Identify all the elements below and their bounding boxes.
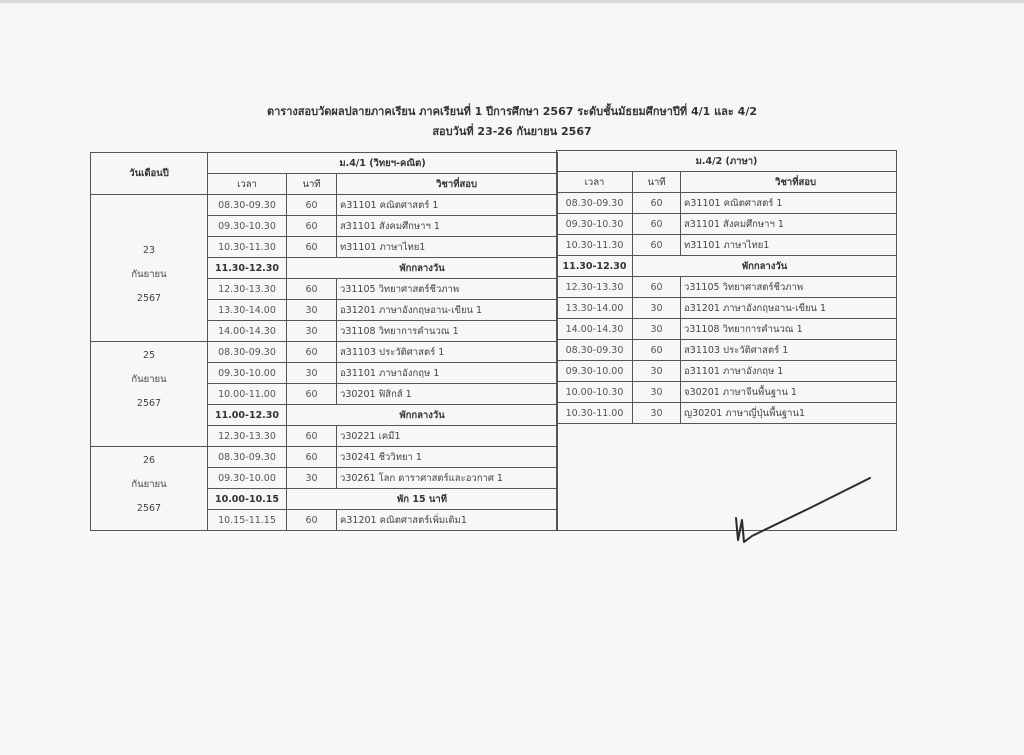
date-column-header: วันเดือนปี bbox=[91, 153, 208, 195]
time-cell: 08.30-09.30 bbox=[208, 447, 287, 468]
date-cell-26 bbox=[91, 447, 208, 531]
minutes-cell: 60 bbox=[633, 235, 681, 256]
time-cell: 08.30-09.30 bbox=[557, 193, 633, 214]
schedule-table-m41 bbox=[90, 152, 558, 531]
class-header-m41: ม.4/1 (วิทยฯ-คณิต) bbox=[208, 153, 558, 174]
time-cell: 09.30-10.00 bbox=[208, 468, 287, 489]
minutes-cell: 30 bbox=[287, 363, 337, 384]
minutes-cell: 60 bbox=[287, 195, 337, 216]
time-cell: 08.30-09.30 bbox=[208, 342, 287, 363]
subject-cell: ส31101 สังคมศึกษาฯ 1 bbox=[681, 214, 897, 235]
time-cell: 12.30-13.30 bbox=[208, 426, 287, 447]
subject-cell: อ31201 ภาษาอังกฤษอาน-เขียน 1 bbox=[681, 298, 897, 319]
subject-cell: ว30201 ฟิสิกส์ 1 bbox=[337, 384, 558, 405]
subject-cell: ท31101 ภาษาไทย1 bbox=[337, 237, 558, 258]
time-cell: 10.00-11.00 bbox=[208, 384, 287, 405]
lunch-break-cell: พักกลางวัน bbox=[287, 258, 558, 279]
time-cell: 09.30-10.00 bbox=[208, 363, 287, 384]
subject-cell: ญ30201 ภาษาญี่ปุ่นพื้นฐาน1 bbox=[681, 403, 897, 424]
subject-column-header: วิชาที่สอบ bbox=[681, 172, 897, 193]
time-cell: 14.00-14.30 bbox=[557, 319, 633, 340]
minutes-cell: 30 bbox=[633, 403, 681, 424]
subject-cell: ท31101 ภาษาไทย1 bbox=[681, 235, 897, 256]
lunch-break-cell: พักกลางวัน bbox=[287, 405, 558, 426]
minutes-cell: 60 bbox=[287, 384, 337, 405]
minutes-cell: 60 bbox=[633, 277, 681, 298]
time-cell: 13.30-14.00 bbox=[208, 300, 287, 321]
time-cell: 10.00-10.30 bbox=[557, 382, 633, 403]
minutes-cell: 30 bbox=[287, 321, 337, 342]
time-cell: 10.30-11.00 bbox=[557, 403, 633, 424]
subject-cell: ว31105 วิทยาศาสตร์ชีวภาพ bbox=[681, 277, 897, 298]
minutes-cell: 60 bbox=[633, 193, 681, 214]
date-year: 2567 bbox=[136, 293, 162, 304]
subject-cell: ว31108 วิทยาการคำนวณ 1 bbox=[337, 321, 558, 342]
document-title: ตารางสอบวัดผลปลายภาคเรียน ภาคเรียนที่ 1 ปีการศึกษา 2567 ระดับชั้นมัธยมศึกษาปีที่ 4/1 และ 4/2 bbox=[266, 105, 757, 118]
subject-cell: ว31108 วิทยาการคำนวณ 1 bbox=[681, 319, 897, 340]
class-header-m42: ม.4/2 (ภาษา) bbox=[557, 151, 897, 172]
minutes-cell: 30 bbox=[633, 298, 681, 319]
lunch-break-cell: พักกลางวัน bbox=[633, 256, 897, 277]
date-day: 25 bbox=[142, 350, 156, 361]
subject-cell: อ31101 ภาษาอังกฤษ 1 bbox=[337, 363, 558, 384]
signature bbox=[730, 470, 880, 550]
time-cell: 10.15-11.15 bbox=[208, 510, 287, 531]
time-cell: 08.30-09.30 bbox=[208, 195, 287, 216]
subject-cell: ส31103 ประวัติศาสตร์ 1 bbox=[681, 340, 897, 361]
subject-cell: ค31101 คณิตศาสตร์ 1 bbox=[681, 193, 897, 214]
schedule-table-m42 bbox=[556, 150, 897, 424]
time-cell: 09.30-10.30 bbox=[557, 214, 633, 235]
subject-cell: จ30201 ภาษาจีนพื้นฐาน 1 bbox=[681, 382, 897, 403]
minutes-cell: 60 bbox=[287, 447, 337, 468]
subject-cell: ว30261 โลก ดาราศาสตร์และอวกาศ 1 bbox=[337, 468, 558, 489]
time-column-header: เวลา bbox=[557, 172, 633, 193]
time-column-header: เวลา bbox=[208, 174, 287, 195]
time-cell: 13.30-14.00 bbox=[557, 298, 633, 319]
time-cell: 09.30-10.30 bbox=[208, 216, 287, 237]
time-cell: 10.30-11.30 bbox=[208, 237, 287, 258]
time-cell: 14.00-14.30 bbox=[208, 321, 287, 342]
minutes-cell: 30 bbox=[287, 468, 337, 489]
time-cell: 10.30-11.30 bbox=[557, 235, 633, 256]
minutes-column-header: นาที bbox=[287, 174, 337, 195]
subject-cell: ส31101 สังคมศึกษาฯ 1 bbox=[337, 216, 558, 237]
minutes-cell: 60 bbox=[287, 237, 337, 258]
subject-cell: ส31103 ประวัติศาสตร์ 1 bbox=[337, 342, 558, 363]
date-cell-23 bbox=[91, 195, 208, 342]
minutes-cell: 60 bbox=[287, 426, 337, 447]
date-month: กันยายน bbox=[131, 479, 167, 490]
short-break-cell: พัก 15 นาที bbox=[287, 489, 558, 510]
date-month: กันยายน bbox=[131, 269, 167, 280]
minutes-cell: 60 bbox=[633, 340, 681, 361]
date-day: 23 bbox=[142, 245, 156, 256]
time-cell: 12.30-13.30 bbox=[557, 277, 633, 298]
minutes-cell: 60 bbox=[287, 510, 337, 531]
minutes-cell: 60 bbox=[287, 279, 337, 300]
minutes-cell: 30 bbox=[633, 382, 681, 403]
break-time-cell: 11.30-12.30 bbox=[557, 256, 633, 277]
minutes-cell: 60 bbox=[633, 214, 681, 235]
date-year: 2567 bbox=[136, 398, 162, 409]
subject-cell: อ31201 ภาษาอังกฤษอาน-เขียน 1 bbox=[337, 300, 558, 321]
minutes-cell: 60 bbox=[287, 216, 337, 237]
subject-cell: ว31105 วิทยาศาสตร์ชีวภาพ bbox=[337, 279, 558, 300]
minutes-cell: 30 bbox=[287, 300, 337, 321]
time-cell: 08.30-09.30 bbox=[557, 340, 633, 361]
subject-cell: ค31101 คณิตศาสตร์ 1 bbox=[337, 195, 558, 216]
time-cell: 09.30-10.00 bbox=[557, 361, 633, 382]
subject-cell: อ31101 ภาษาอังกฤษ 1 bbox=[681, 361, 897, 382]
date-year: 2567 bbox=[136, 503, 162, 514]
subject-cell: ค31201 คณิตศาสตร์เพิ่มเติม1 bbox=[337, 510, 558, 531]
time-cell: 12.30-13.30 bbox=[208, 279, 287, 300]
subject-cell: ว30221 เคมี1 bbox=[337, 426, 558, 447]
page-top-edge bbox=[0, 0, 1024, 3]
subject-column-header: วิชาที่สอบ bbox=[337, 174, 558, 195]
break-time-cell: 11.30-12.30 bbox=[208, 258, 287, 279]
date-day: 26 bbox=[142, 455, 156, 466]
date-month: กันยายน bbox=[131, 374, 167, 385]
break-time-cell: 10.00-10.15 bbox=[208, 489, 287, 510]
date-cell-25 bbox=[91, 342, 208, 447]
minutes-cell: 30 bbox=[633, 361, 681, 382]
minutes-cell: 30 bbox=[633, 319, 681, 340]
minutes-column-header: นาที bbox=[633, 172, 681, 193]
minutes-cell: 60 bbox=[287, 342, 337, 363]
subject-cell: ว30241 ชีววิทยา 1 bbox=[337, 447, 558, 468]
break-time-cell: 11.00-12.30 bbox=[208, 405, 287, 426]
document-subtitle: สอบวันที่ 23-26 กันยายน 2567 bbox=[432, 125, 592, 138]
